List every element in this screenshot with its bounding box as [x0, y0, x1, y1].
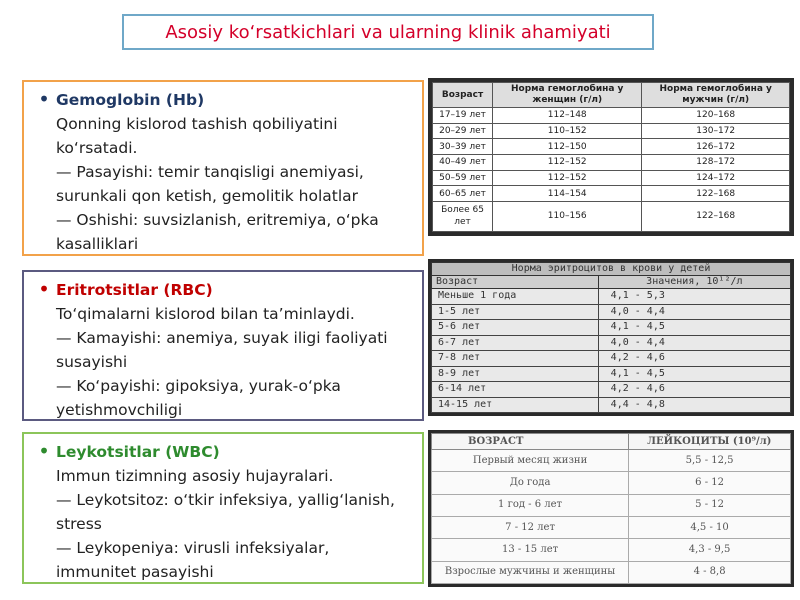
table-cell: Взрослые мужчины и женщины: [432, 561, 629, 583]
table-row: [432, 351, 791, 367]
table-cell: 4,1 - 4,5: [598, 366, 790, 382]
table-cell: 50–59 лет: [433, 170, 493, 186]
table-header: Возраст: [433, 83, 493, 108]
table-cell: 112–152: [493, 170, 642, 186]
table-cell: 1 год - 6 лет: [432, 494, 629, 516]
erythrocytes-norm-table-frame: [428, 259, 794, 416]
table-row: [432, 561, 791, 583]
erythrocytes-card: [22, 270, 424, 421]
table-cell: 124–172: [642, 170, 790, 186]
table-cell: 40–49 лет: [433, 154, 493, 170]
hemoglobin-card: [22, 80, 424, 256]
card-heading: Gemoglobin (Hb): [56, 91, 205, 109]
table-cell: 5,5 - 12,5: [629, 450, 791, 472]
table-cell: 120–168: [642, 108, 790, 124]
leukocytes-card: [22, 432, 424, 584]
card-text-line: — Oshishi: suvsizlanish, eritremiya, o‘pka kasalliklari: [56, 211, 379, 253]
bullet-icon: •: [38, 439, 50, 463]
table-row: [433, 170, 790, 186]
hemoglobin-norm-table-frame: [428, 78, 794, 236]
table-row: [432, 450, 791, 472]
table-cell: 110–156: [493, 201, 642, 231]
card-text-line: Qonning kislorod tashish qobiliyatini ko‘rsatadi.: [56, 115, 338, 157]
bullet-icon: •: [38, 277, 50, 301]
table-row: [432, 397, 791, 413]
table-cell: 4,3 - 9,5: [629, 539, 791, 561]
table-cell: 6-7 лет: [432, 335, 599, 351]
card-text-line: — Leykopeniya: virusli infeksiyalar, immunitet pasayishi: [56, 539, 330, 581]
table-row: [432, 539, 791, 561]
card-text-line: — Kamayishi: anemiya, suyak iligi faoliyati susayishi: [56, 329, 388, 371]
table-row: [433, 186, 790, 202]
table-row: [432, 320, 791, 336]
leukocytes-norm-table: [431, 433, 791, 584]
table-cell: 13 - 15 лет: [432, 539, 629, 561]
table-cell: 7 - 12 лет: [432, 516, 629, 538]
table-cell: 4,4 - 4,8: [598, 397, 790, 413]
table-cell: 1-5 лет: [432, 304, 599, 320]
slide-title-box: [122, 14, 654, 50]
table-cell: 110–152: [493, 123, 642, 139]
card-text-line: — Pasayishi: temir tanqisligi anemiyasi, surunkali qon ketish, gemolitik holatlar: [56, 163, 364, 205]
card-text-line: — Leykotsitoz: o‘tkir infeksiya, yallig‘lanish, stress: [56, 491, 395, 533]
table-cell: 20–29 лет: [433, 123, 493, 139]
card-heading: Leykotsitlar (WBC): [56, 443, 220, 461]
table-cell: 128–172: [642, 154, 790, 170]
table-header: Возраст: [432, 276, 599, 289]
table-header: Норма гемоглобина у женщин (г/л): [493, 83, 642, 108]
table-header: ЛЕЙКОЦИТЫ (10⁹/л): [629, 434, 791, 450]
table-row: [433, 139, 790, 155]
table-cell: 30–39 лет: [433, 139, 493, 155]
table-header: Норма гемоглобина у мужчин (г/л): [642, 83, 790, 108]
table-cell: 5-6 лет: [432, 320, 599, 336]
table-cell: Меньше 1 года: [432, 289, 599, 305]
table-header: ВОЗРАСТ: [432, 434, 629, 450]
table-cell: 122–168: [642, 186, 790, 202]
table-cell: 8-9 лет: [432, 366, 599, 382]
table-row: [432, 494, 791, 516]
card-text-line: To‘qimalarni kislorod bilan ta’minlaydi.: [56, 305, 355, 323]
bullet-icon: •: [38, 87, 50, 111]
table-cell: 4,1 - 5,3: [598, 289, 790, 305]
table-row: [432, 289, 791, 305]
table-cell: 4,2 - 4,6: [598, 382, 790, 398]
table-cell: 4,0 - 4,4: [598, 304, 790, 320]
table-cell: 6-14 лет: [432, 382, 599, 398]
table-cell: 4,2 - 4,6: [598, 351, 790, 367]
table-header: Значения, 10¹²/л: [598, 276, 790, 289]
table-cell: 4,0 - 4,4: [598, 335, 790, 351]
card-heading: Eritrotsitlar (RBC): [56, 281, 213, 299]
table-row: [432, 366, 791, 382]
table-row: [432, 335, 791, 351]
table-row: [432, 472, 791, 494]
table-caption: Норма эритроцитов в крови у детей: [432, 263, 791, 276]
table-row: [433, 201, 790, 231]
table-cell: 4 - 8,8: [629, 561, 791, 583]
table-row: [432, 304, 791, 320]
table-cell: 112–150: [493, 139, 642, 155]
table-row: [432, 516, 791, 538]
table-cell: 112–148: [493, 108, 642, 124]
table-cell: 4,1 - 4,5: [598, 320, 790, 336]
table-cell: До года: [432, 472, 629, 494]
table-cell: 5 - 12: [629, 494, 791, 516]
table-cell: 130–172: [642, 123, 790, 139]
table-cell: 4,5 - 10: [629, 516, 791, 538]
table-cell: 14-15 лет: [432, 397, 599, 413]
table-cell: 112–152: [493, 154, 642, 170]
table-row: [433, 108, 790, 124]
table-cell: Первый месяц жизни: [432, 450, 629, 472]
table-cell: 7-8 лет: [432, 351, 599, 367]
slide-title: Asosiy ko‘rsatkichlari va ularning klinik ahamiyati: [165, 21, 611, 43]
table-cell: Более 65 лет: [433, 201, 493, 231]
card-text-line: Immun tizimning asosiy hujayralari.: [56, 467, 334, 485]
card-text-line: — Ko‘payishi: gipoksiya, yurak-o‘pka yetishmovchiligi: [56, 377, 341, 419]
table-row: [433, 123, 790, 139]
table-cell: 114–154: [493, 186, 642, 202]
table-cell: 17–19 лет: [433, 108, 493, 124]
table-row: [433, 154, 790, 170]
hemoglobin-norm-table: [432, 82, 790, 232]
table-cell: 126–172: [642, 139, 790, 155]
table-cell: 60–65 лет: [433, 186, 493, 202]
table-row: [432, 382, 791, 398]
table-cell: 122–168: [642, 201, 790, 231]
leukocytes-norm-table-frame: [428, 430, 794, 587]
erythrocytes-norm-table: [431, 262, 791, 413]
table-cell: 6 - 12: [629, 472, 791, 494]
